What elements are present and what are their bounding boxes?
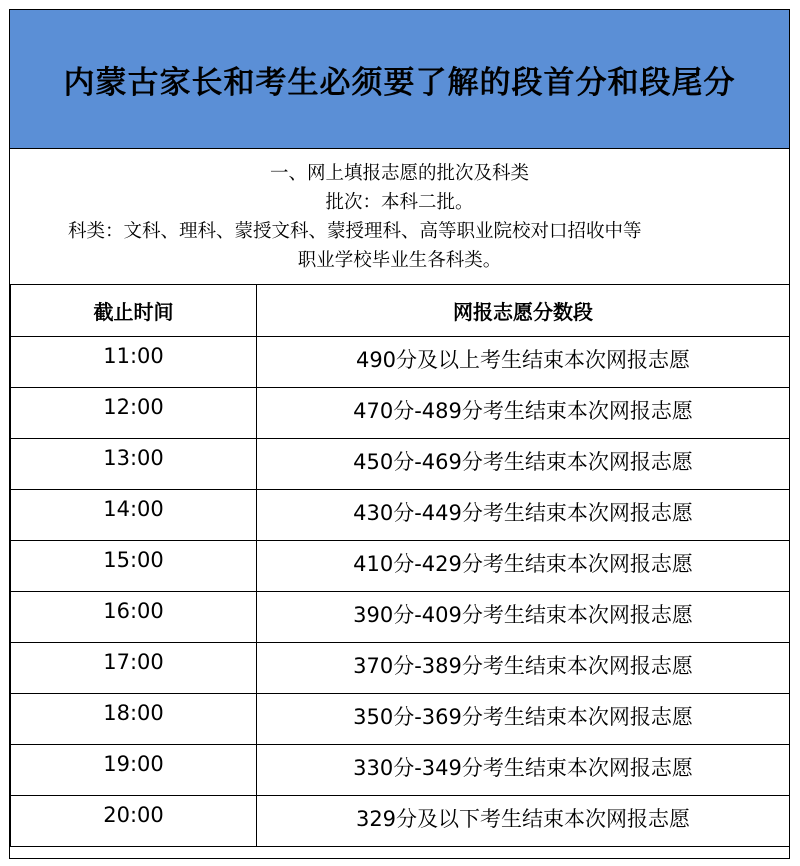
table-row bbox=[11, 541, 790, 592]
score-range-cell: 350分-369分考生结束本次网报志愿 bbox=[257, 694, 790, 745]
deadline-cell: 11:00 bbox=[11, 337, 257, 388]
deadline-cell: 13:00 bbox=[11, 439, 257, 490]
title-banner bbox=[10, 10, 789, 149]
table-row bbox=[11, 745, 790, 796]
deadline-cell: 12:00 bbox=[11, 388, 257, 439]
page-title: 内蒙古家长和考生必须要了解的段首分和段尾分 bbox=[63, 64, 736, 101]
score-range-cell: 370分-389分考生结束本次网报志愿 bbox=[257, 643, 790, 694]
deadline-cell: 17:00 bbox=[11, 643, 257, 694]
score-range-cell: 330分-349分考生结束本次网报志愿 bbox=[257, 745, 790, 796]
deadline-cell: 14:00 bbox=[11, 490, 257, 541]
deadline-cell: 15:00 bbox=[11, 541, 257, 592]
score-range-cell: 410分-429分考生结束本次网报志愿 bbox=[257, 541, 790, 592]
batch-line: 批次：本科二批。 bbox=[325, 192, 474, 213]
deadline-cell: 19:00 bbox=[11, 745, 257, 796]
deadline-cell: 20:00 bbox=[11, 796, 257, 847]
deadline-cell: 18:00 bbox=[11, 694, 257, 745]
table-row bbox=[11, 490, 790, 541]
table-row bbox=[11, 643, 790, 694]
table-row bbox=[11, 337, 790, 388]
score-range-cell: 450分-469分考生结束本次网报志愿 bbox=[257, 439, 790, 490]
header-deadline: 截止时间 bbox=[11, 285, 257, 337]
score-range-cell: 470分-489分考生结束本次网报志愿 bbox=[257, 388, 790, 439]
intro-section bbox=[10, 149, 789, 281]
header-score-range: 网报志愿分数段 bbox=[257, 285, 790, 337]
score-range-cell: 430分-449分考生结束本次网报志愿 bbox=[257, 490, 790, 541]
table-row bbox=[11, 388, 790, 439]
category-line: 科类：文科、理科、蒙授文科、蒙授理科、高等职业院校对口招收中等 bbox=[68, 221, 642, 242]
section-heading: 一、网上填报志愿的批次及科类 bbox=[269, 163, 529, 184]
table-row bbox=[11, 592, 790, 643]
category-line-continued: 职业学校毕业生各科类。 bbox=[297, 250, 502, 271]
table-row bbox=[11, 694, 790, 745]
document-sheet bbox=[9, 9, 790, 859]
deadline-cell: 16:00 bbox=[11, 592, 257, 643]
table-header-row bbox=[11, 285, 790, 337]
score-range-cell: 329分及以下考生结束本次网报志愿 bbox=[257, 796, 790, 847]
deadline-table bbox=[10, 284, 790, 847]
score-range-cell: 390分-409分考生结束本次网报志愿 bbox=[257, 592, 790, 643]
score-range-cell: 490分及以上考生结束本次网报志愿 bbox=[257, 337, 790, 388]
table-row bbox=[11, 439, 790, 490]
table-row bbox=[11, 796, 790, 847]
